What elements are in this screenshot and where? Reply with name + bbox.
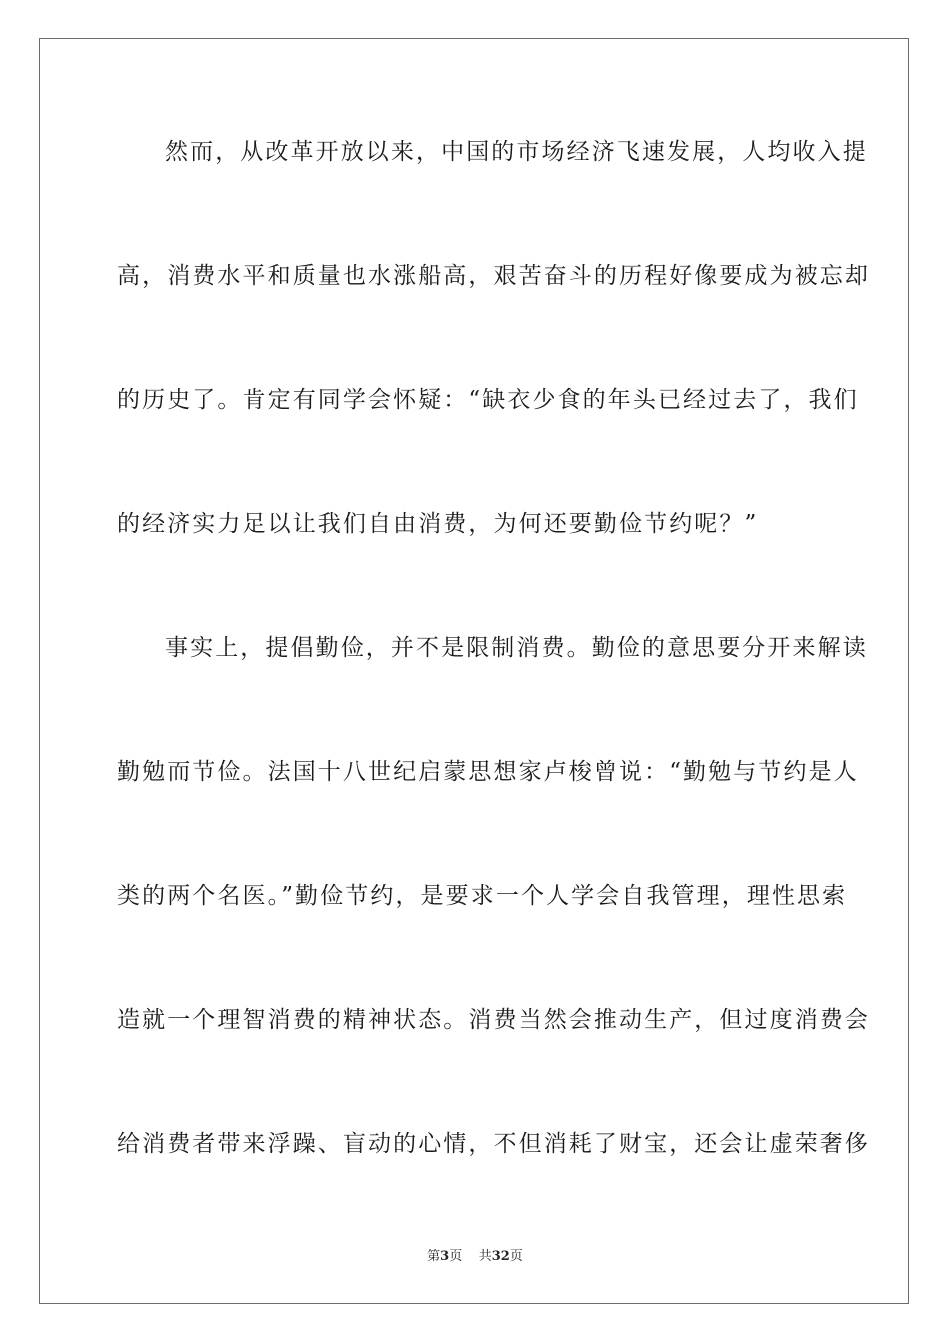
paragraph-1-line-4: 的经济实力足以让我们自由消费，为何还要勤俭节约呢？” — [117, 511, 759, 537]
page-border — [39, 38, 909, 1304]
paragraph-2-line-5: 给消费者带来浮躁、盲动的心情，不但消耗了财宝，还会让虚荣奢侈 — [117, 1131, 870, 1157]
paragraph-1-line-1: 然而，从改革开放以来，中国的市场经济飞速发展，人均收入提 — [165, 139, 868, 165]
paragraph-2-line-3: 类的两个名医。”勤俭节约，是要求一个人学会自我管理，理性思索 — [117, 883, 848, 909]
paragraph-2-line-2: 勤勉而节俭。法国十八世纪启蒙思想家卢梭曾说：“勤勉与节约是人 — [117, 759, 859, 785]
paragraph-2-line-4: 造就一个理智消费的精神状态。消费当然会推动生产，但过度消费会 — [117, 1007, 870, 1033]
footer-page-prefix: 第 — [427, 1249, 441, 1264]
paragraph-1-line-2: 高，消费水平和质量也水涨船高，艰苦奋斗的历程好像要成为被忘却 — [117, 263, 870, 289]
footer-total-suffix: 页 — [509, 1249, 523, 1264]
paragraph-1-line-3: 的历史了。肯定有同学会怀疑：“缺衣少食的年头已经过去了，我们 — [117, 387, 859, 413]
page-footer — [0, 1248, 950, 1266]
paragraph-2-line-1: 事实上，提倡勤俭，并不是限制消费。勤俭的意思要分开来解读 — [165, 635, 868, 661]
footer-total-number: 32 — [491, 1249, 510, 1264]
footer-page-suffix: 页 — [449, 1249, 463, 1264]
footer-page-number: 3 — [440, 1249, 450, 1264]
footer-total-prefix: 共 — [478, 1249, 492, 1264]
